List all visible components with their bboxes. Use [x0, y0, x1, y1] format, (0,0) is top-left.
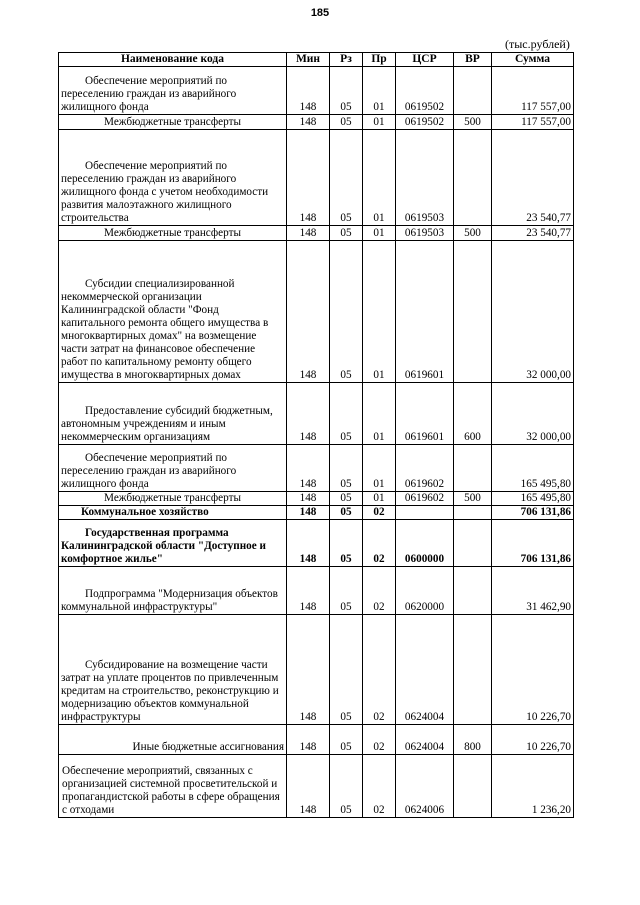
row-vr: 500	[454, 492, 492, 506]
row-rz: 05	[330, 67, 363, 115]
row-min: 148	[287, 492, 330, 506]
row-rz: 05	[330, 567, 363, 615]
row-csr: 0600000	[396, 520, 454, 567]
row-vr: 500	[454, 115, 492, 130]
page-number: 185	[310, 7, 330, 19]
row-sum: 32 000,00	[492, 241, 574, 383]
row-pr: 01	[363, 241, 396, 383]
row-vr: 600	[454, 383, 492, 445]
row-pr: 01	[363, 67, 396, 115]
row-rz: 05	[330, 520, 363, 567]
row-vr	[454, 567, 492, 615]
table-row	[59, 506, 574, 520]
row-vr: 800	[454, 725, 492, 755]
row-vr	[454, 615, 492, 725]
row-sum: 117 557,00	[492, 115, 574, 130]
table-header-row	[59, 53, 574, 67]
row-min: 148	[287, 67, 330, 115]
table-row	[59, 615, 574, 725]
row-csr: 0619602	[396, 492, 454, 506]
table-row	[59, 67, 574, 115]
row-name: Предоставление субсидий бюджетным, автономным учреждениям и иным некоммерческим организациям	[59, 383, 287, 445]
row-name: Обеспечение мероприятий по переселению граждан из аварийного жилищного фонда	[59, 445, 287, 492]
header-rz: Рз	[330, 53, 363, 67]
row-name: Обеспечение мероприятий, связанных с организацией системной просветительской и пропагандистской работы в сфере обращения с отходами	[59, 755, 287, 818]
row-sum: 706 131,86	[492, 506, 574, 520]
row-vr: 500	[454, 226, 492, 241]
row-pr: 01	[363, 130, 396, 226]
row-csr: 0619601	[396, 241, 454, 383]
row-csr: 0620000	[396, 567, 454, 615]
header-pr: Пр	[363, 53, 396, 67]
row-rz: 05	[330, 383, 363, 445]
row-rz: 05	[330, 226, 363, 241]
row-rz: 05	[330, 615, 363, 725]
row-sum: 117 557,00	[492, 67, 574, 115]
header-min: Мин	[287, 53, 330, 67]
row-sum: 165 495,80	[492, 445, 574, 492]
row-name: Субсидирование на возмещение части затрат на уплате процентов по привлеченным кредитам на строительство, реконструкцию и модернизацию объектов коммунальной инфраструктуры	[59, 615, 287, 725]
row-csr: 0624004	[396, 725, 454, 755]
row-csr	[396, 506, 454, 520]
row-csr: 0624004	[396, 615, 454, 725]
row-name: Обеспечение мероприятий по переселению граждан из аварийного жилищного фонда	[59, 67, 287, 115]
row-sum: 23 540,77	[492, 130, 574, 226]
table-row	[59, 725, 574, 755]
row-pr: 02	[363, 506, 396, 520]
row-vr	[454, 67, 492, 115]
row-sum: 31 462,90	[492, 567, 574, 615]
row-pr: 01	[363, 383, 396, 445]
row-sum: 165 495,80	[492, 492, 574, 506]
row-rz: 05	[330, 130, 363, 226]
header-vr: ВР	[454, 53, 492, 67]
row-name: Иные бюджетные ассигнования	[59, 725, 287, 755]
row-min: 148	[287, 615, 330, 725]
row-rz: 05	[330, 492, 363, 506]
row-vr	[454, 506, 492, 520]
row-rz: 05	[330, 445, 363, 492]
row-pr: 02	[363, 615, 396, 725]
row-min: 148	[287, 506, 330, 520]
row-csr: 0619602	[396, 445, 454, 492]
header-csr: ЦСР	[396, 53, 454, 67]
row-sum: 1 236,20	[492, 755, 574, 818]
row-min: 148	[287, 241, 330, 383]
row-name: Межбюджетные трансферты	[59, 115, 287, 130]
row-csr: 0624006	[396, 755, 454, 818]
row-rz: 05	[330, 725, 363, 755]
row-vr	[454, 520, 492, 567]
row-csr: 0619503	[396, 226, 454, 241]
row-pr: 01	[363, 115, 396, 130]
row-pr: 02	[363, 755, 396, 818]
row-pr: 02	[363, 520, 396, 567]
header-sum: Сумма	[492, 53, 574, 67]
row-min: 148	[287, 725, 330, 755]
budget-table	[58, 52, 574, 818]
row-vr	[454, 130, 492, 226]
row-csr: 0619503	[396, 130, 454, 226]
row-csr: 0619502	[396, 115, 454, 130]
row-name: Обеспечение мероприятий по переселению граждан из аварийного жилищного фонда с учетом необходимости развития малоэтажного жилищного строительства	[59, 130, 287, 226]
row-name: Субсидии специализированной некоммерческой организации Калининградской области "Фонд капитального ремонта общего имущества в многоквартирных домах" на возмещение части затрат на финансовое обеспечение работ по капитальному ремонту общего имущества в многоквартирных домах	[59, 241, 287, 383]
table-row	[59, 567, 574, 615]
row-pr: 02	[363, 567, 396, 615]
row-min: 148	[287, 115, 330, 130]
row-pr: 01	[363, 492, 396, 506]
header-name: Наименование кода	[59, 53, 287, 67]
row-vr	[454, 445, 492, 492]
row-pr: 01	[363, 226, 396, 241]
row-rz: 05	[330, 755, 363, 818]
table-row	[59, 383, 574, 445]
table-row	[59, 115, 574, 130]
row-name: Коммунальное хозяйство	[59, 506, 287, 520]
row-csr: 0619601	[396, 383, 454, 445]
table-row	[59, 755, 574, 818]
units-label: (тыс.рублей)	[505, 37, 570, 51]
row-min: 148	[287, 226, 330, 241]
row-name: Межбюджетные трансферты	[59, 226, 287, 241]
row-sum: 32 000,00	[492, 383, 574, 445]
row-sum: 23 540,77	[492, 226, 574, 241]
row-min: 148	[287, 445, 330, 492]
row-rz: 05	[330, 506, 363, 520]
row-vr	[454, 755, 492, 818]
row-pr: 01	[363, 445, 396, 492]
table-row	[59, 445, 574, 492]
row-min: 148	[287, 755, 330, 818]
row-rz: 05	[330, 241, 363, 383]
row-pr: 02	[363, 725, 396, 755]
row-min: 148	[287, 130, 330, 226]
row-rz: 05	[330, 115, 363, 130]
table-row	[59, 130, 574, 226]
row-sum: 10 226,70	[492, 725, 574, 755]
row-name: Межбюджетные трансферты	[59, 492, 287, 506]
table-row	[59, 226, 574, 241]
row-min: 148	[287, 383, 330, 445]
row-name: Подпрограмма "Модернизация объектов коммунальной инфраструктуры"	[59, 567, 287, 615]
row-min: 148	[287, 567, 330, 615]
row-vr	[454, 241, 492, 383]
row-sum: 10 226,70	[492, 615, 574, 725]
table-row	[59, 492, 574, 506]
table-row	[59, 520, 574, 567]
row-csr: 0619502	[396, 67, 454, 115]
row-sum: 706 131,86	[492, 520, 574, 567]
row-min: 148	[287, 520, 330, 567]
table-row	[59, 241, 574, 383]
row-name: Государственная программа Калининградской области "Доступное и комфортное жилье"	[59, 520, 287, 567]
